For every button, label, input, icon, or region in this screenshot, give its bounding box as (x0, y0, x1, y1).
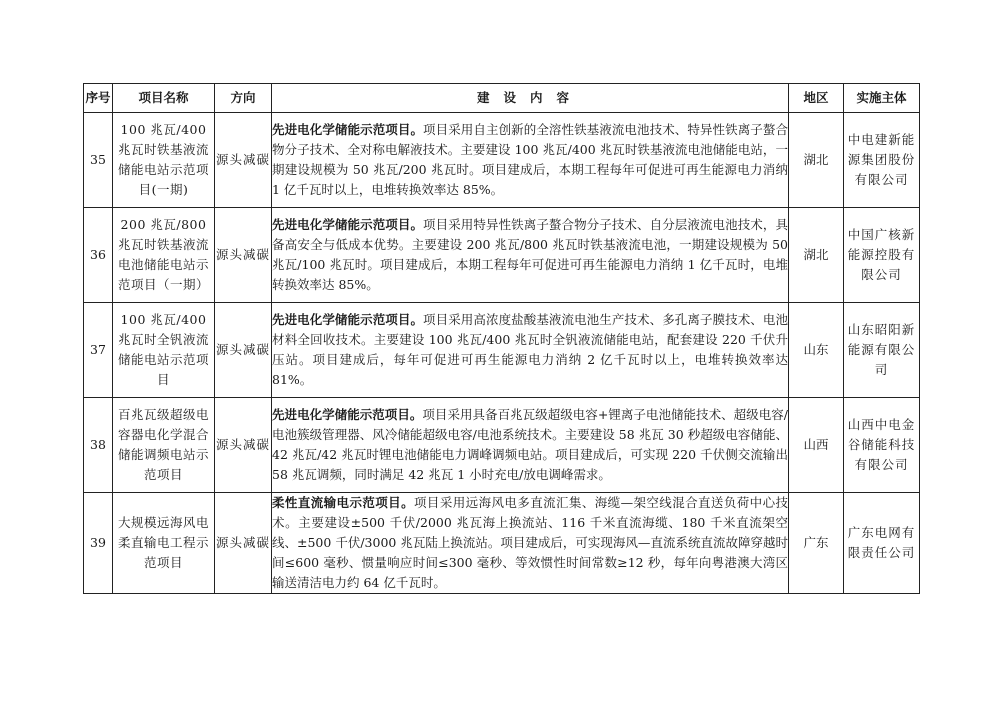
project-region: 广东 (789, 493, 844, 594)
project-name: 100 兆瓦/400 兆瓦时铁基液流储能电站示范项目(一期) (113, 113, 215, 208)
header-content: 建设内容 (272, 84, 789, 113)
project-content (272, 208, 789, 303)
project-direction: 源头减碳 (215, 303, 272, 398)
table-row (84, 113, 920, 208)
project-name: 200 兆瓦/800 兆瓦时铁基液流电池储能电站示范项目（一期） (113, 208, 215, 303)
content-body: 项目采用远海风电多直流汇集、海缆—架空线混合直送负荷中心技术。主要建设±500 千伏/2000 兆瓦海上换流站、116 千米直流海缆、180 千米直流架空线、±500 千伏/3000 兆瓦陆上换流站。项目建成后，可实现海风—直流系统直流故障穿越时间≤600 毫秒、惯量响应时间≤300 毫秒、等效惯性时间常数≥12 秒，每年向粤港澳大湾区输送清洁电力约 64 亿千瓦时。 (272, 495, 788, 590)
content-body: 项目采用自主创新的全溶性铁基液流电池技术、特异性铁离子螯合物分子技术、全对称电解液技术。主要建设 100 兆瓦/400 兆瓦时铁基液流电池储能电站，一期建设规模为 50 兆瓦/200 兆瓦时。项目建成后，本期工程每年可促进可再生能源电力消纳 1 亿千瓦时以上，电堆转换效率达 85%。 (272, 122, 788, 197)
project-table (83, 83, 920, 594)
project-entity: 中电建新能源集团股份有限公司 (844, 113, 920, 208)
content-body: 项目采用具备百兆瓦级超级电容+锂离子电池储能技术、超级电容/电池簇级管理器、风冷储能超级电容/电池系统技术。主要建设 58 兆瓦 30 秒超级电容储能、42 兆瓦/42 兆瓦时锂电池储能电力调峰调频电站。项目建成后，可实现 220 千伏侧交流输出 58 兆瓦调频，同时满足 42 兆瓦 1 小时充电/放电调峰需求。 (272, 407, 788, 482)
header-num: 序号 (84, 84, 113, 113)
project-region: 湖北 (789, 113, 844, 208)
project-name: 百兆瓦级超级电容器电化学混合储能调频电站示范项目 (113, 398, 215, 493)
project-entity: 广东电网有限责任公司 (844, 493, 920, 594)
project-content (272, 493, 789, 594)
header-entity: 实施主体 (844, 84, 920, 113)
header-row (84, 84, 920, 113)
project-direction: 源头减碳 (215, 398, 272, 493)
header-direction: 方向 (215, 84, 272, 113)
project-entity: 中国广核新能源控股有限公司 (844, 208, 920, 303)
row-number: 35 (84, 113, 113, 208)
project-direction: 源头减碳 (215, 113, 272, 208)
table-row (84, 208, 920, 303)
header-name: 项目名称 (113, 84, 215, 113)
header-region: 地区 (789, 84, 844, 113)
table-row (84, 303, 920, 398)
table-body (84, 113, 920, 594)
project-direction: 源头减碳 (215, 493, 272, 594)
table-row (84, 398, 920, 493)
project-entity: 山西中电金谷储能科技有限公司 (844, 398, 920, 493)
content-body: 项目采用特异性铁离子螯合物分子技术、自分层液流电池技术，具备高安全与低成本优势。主要建设 200 兆瓦/800 兆瓦时铁基液流电池，一期建设规模为 50 兆瓦/100 兆瓦时。项目建成后，本期工程每年可促进可再生能源电力消纳 1 亿千瓦时，电堆转换效率达 85%。 (272, 217, 788, 292)
project-region: 湖北 (789, 208, 844, 303)
project-name: 100 兆瓦/400 兆瓦时全钒液流储能电站示范项目 (113, 303, 215, 398)
project-content (272, 398, 789, 493)
table-row (84, 493, 920, 594)
table-header (84, 84, 920, 113)
project-content (272, 113, 789, 208)
content-lead: 先进电化学储能示范项目。 (272, 407, 423, 422)
project-entity: 山东昭阳新能源有限公司 (844, 303, 920, 398)
content-lead: 先进电化学储能示范项目。 (272, 122, 424, 137)
project-content (272, 303, 789, 398)
project-region: 山西 (789, 398, 844, 493)
row-number: 36 (84, 208, 113, 303)
content-lead: 先进电化学储能示范项目。 (272, 217, 424, 232)
content-lead: 先进电化学储能示范项目。 (272, 312, 424, 327)
content-lead: 柔性直流输电示范项目。 (272, 495, 415, 510)
row-number: 37 (84, 303, 113, 398)
row-number: 38 (84, 398, 113, 493)
project-name: 大规模远海风电柔直输电工程示范项目 (113, 493, 215, 594)
project-direction: 源头减碳 (215, 208, 272, 303)
row-number: 39 (84, 493, 113, 594)
project-region: 山东 (789, 303, 844, 398)
content-body: 项目采用高浓度盐酸基液流电池生产技术、多孔离子膜技术、电池材料全回收技术。主要建设 100 兆瓦/400 兆瓦时全钒液流储能电站，配套建设 220 千伏升压站。项目建成后，每年可促进可再生能源电力消纳 2 亿千瓦时以上，电堆转换效率达 81%。 (272, 312, 788, 387)
